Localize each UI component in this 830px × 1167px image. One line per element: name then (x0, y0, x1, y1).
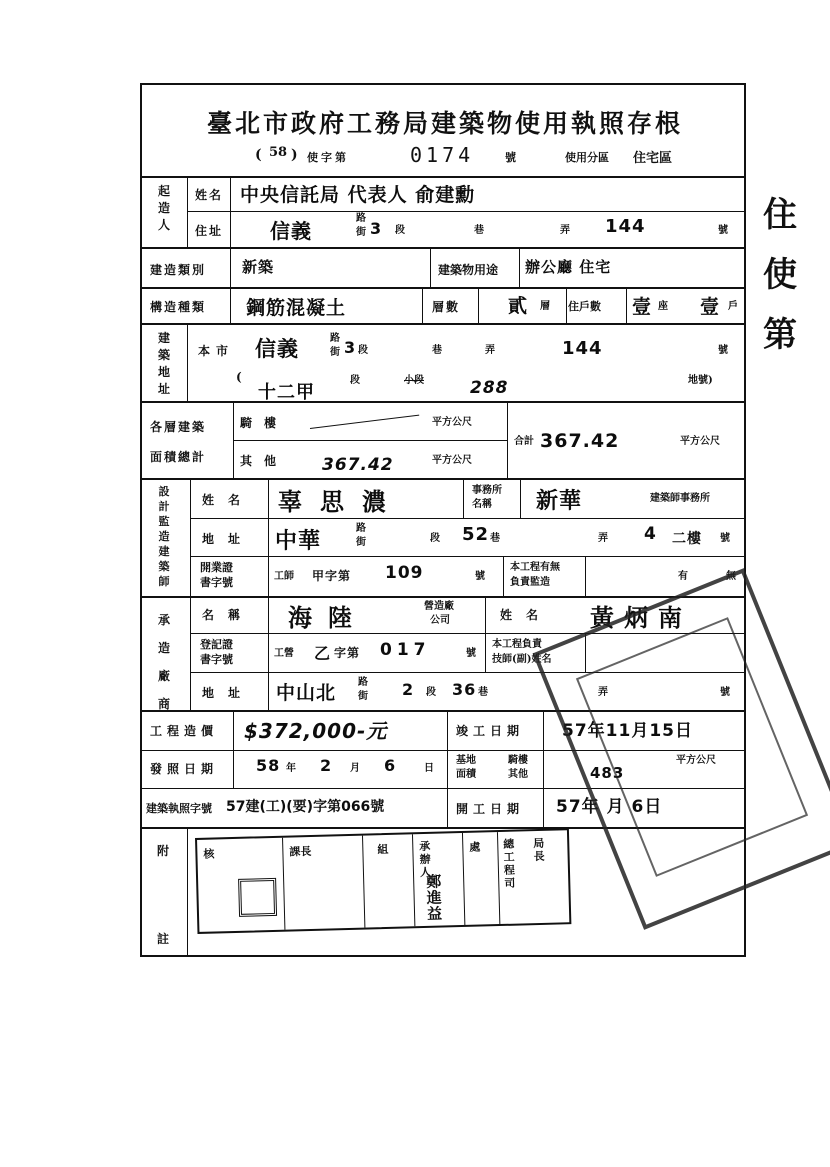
reg-suffix: 號 (466, 648, 476, 659)
permit-suffix: 號 (505, 151, 516, 164)
designer-label: 設計監造建築師 (158, 485, 170, 588)
office-value: 新華 (536, 489, 583, 514)
rule (187, 211, 746, 212)
contractor-person-label: 姓名 (500, 608, 553, 622)
cert-label2: 書字號 (200, 576, 233, 589)
cert-suffix: 號 (475, 571, 485, 582)
site-alley-word: 弄 (485, 345, 495, 356)
contractor-name-value: 海陸 (288, 604, 368, 632)
site-city: 本市 (198, 344, 235, 358)
strip-divider (362, 836, 365, 928)
divider (507, 401, 508, 480)
divider (230, 176, 231, 325)
site-number: 144 (562, 338, 603, 359)
divider (233, 401, 234, 480)
cert-word: 甲字第 (312, 569, 352, 583)
start-value: 57年 月 6日 (556, 797, 663, 817)
issue-month-word: 月 (350, 763, 360, 774)
site-hao-word: 號 (718, 345, 728, 356)
divider (463, 478, 464, 519)
site-lot-subsection: 小段 (404, 375, 424, 386)
applicant-alley-word: 弄 (560, 225, 570, 236)
signature: 鄭進益 (425, 872, 443, 923)
super-value: 有 (678, 571, 688, 582)
base-label1: 基地 (456, 755, 476, 766)
site-street-word: 街 (330, 347, 340, 358)
applicant-label: 起造人 (157, 184, 170, 232)
applicant-hao-word: 號 (718, 225, 728, 236)
approval-strip (195, 828, 571, 934)
divider (447, 710, 448, 829)
divider (187, 176, 188, 247)
designer-section-word: 段 (430, 533, 440, 544)
category-label: 建造類別 (150, 263, 207, 277)
designer-number: 4 (644, 524, 657, 544)
cost-label: 工程造價 (150, 724, 219, 738)
permit-number: 0174 (410, 143, 475, 167)
issue-day: 6 (384, 756, 397, 775)
contractor-alley-word: 弄 (598, 687, 608, 698)
complete-label: 竣工日期 (456, 724, 525, 738)
floors-value: 貳 (508, 295, 529, 317)
site-lot-paren: ( (236, 370, 244, 384)
super-label1: 本工程有無 (510, 562, 560, 573)
base-arcade: 騎樓 (508, 755, 528, 766)
divider (422, 287, 423, 325)
contractor-street-word: 街 (358, 691, 368, 702)
arcade-label: 騎樓 (240, 416, 289, 430)
households-value2: 壹 (700, 296, 721, 318)
designer-lane-word: 巷 (490, 533, 500, 544)
applicant-road-word: 路 (356, 213, 366, 224)
contractor-section-no: 2 (402, 680, 415, 699)
super-suffix: 無 (726, 571, 736, 582)
site-section-word: 段 (358, 345, 368, 356)
rule (140, 478, 746, 480)
base-other: 其他 (508, 769, 528, 780)
cert-label1: 開業證 (200, 561, 233, 574)
applicant-number: 144 (605, 216, 646, 237)
floors-unit: 層 (540, 301, 550, 312)
tech-label2: 技師(副)姓名 (492, 654, 552, 665)
notes-label-bottom: 註 (157, 932, 172, 946)
total-value: 367.42 (540, 430, 620, 452)
issue-day-word: 日 (424, 763, 434, 774)
structure-label: 構造種類 (150, 300, 207, 314)
contractor-type-word2: 公司 (430, 615, 450, 626)
reg-class: 乙 (314, 644, 332, 663)
base-unit: 平方公尺 (676, 755, 716, 766)
stamp-col4: 承辦人 (419, 839, 432, 880)
permit-year: 58 (269, 145, 288, 160)
site-lot-no: 288 (470, 378, 509, 398)
contractor-section-word: 段 (426, 687, 436, 698)
rule (233, 440, 507, 441)
contractor-road-word: 路 (358, 677, 368, 688)
use-value: 辦公廳 住宅 (525, 258, 612, 276)
floors-label: 層數 (432, 300, 461, 314)
paren-right: ) (291, 147, 298, 163)
contractor-addr-road: 中山北 (276, 682, 337, 704)
stamp-col3: 組 (377, 842, 389, 857)
category-value: 新築 (242, 258, 275, 276)
others-label: 其他 (240, 454, 289, 468)
issue-month: 2 (320, 756, 333, 775)
cert-prefix: 工師 (274, 571, 294, 582)
designer-addr-road: 中華 (275, 529, 322, 554)
start-label: 開工日期 (456, 802, 525, 816)
stamp-col2: 課長 (289, 844, 312, 859)
designer-name-label: 姓名 (202, 493, 255, 507)
households-label: 住戶數 (568, 300, 601, 313)
applicant-addr-label: 住址 (195, 224, 224, 238)
office-label2: 名稱 (472, 499, 492, 510)
strip-divider (497, 832, 500, 924)
contractor-addr-label: 地址 (202, 686, 255, 700)
contractor-person-value: 黃炳南 (590, 604, 692, 632)
paren-left: ( (255, 147, 262, 163)
households-unit2: 戶 (728, 301, 738, 312)
applicant-section-no: 3 (370, 219, 383, 238)
designer-street-word: 街 (356, 537, 366, 548)
divider (485, 596, 486, 673)
reg-prefix: 工營 (274, 648, 294, 659)
cert-no: 109 (385, 563, 424, 583)
contractor-lane-no: 36 (452, 680, 477, 699)
zone-value: 住宅區 (633, 151, 673, 166)
site-lot-area: 十二甲 (258, 382, 315, 403)
others-unit: 平方公尺 (432, 455, 472, 466)
complete-value: 57年11月15日 (562, 721, 693, 741)
designer-lane-no: 52 (462, 524, 490, 545)
permit-value: 57建(工)(要)字第066號 (226, 799, 385, 815)
total-unit: 平方公尺 (680, 436, 720, 447)
stamp-col1: 核 (203, 847, 215, 861)
divider (543, 710, 544, 829)
reg-label1: 登記證 (200, 638, 233, 651)
site-road: 信義 (255, 337, 299, 361)
reg-word: 字第 (334, 646, 361, 660)
applicant-section-word: 段 (395, 225, 405, 236)
side-text: 住使第 (763, 195, 797, 355)
designer-addr-label: 地址 (202, 532, 255, 546)
site-lane-word: 巷 (432, 345, 442, 356)
divider (187, 323, 188, 403)
issue-year-word: 年 (286, 763, 296, 774)
applicant-name-value: 中央信託局 代表人 俞建勳 (240, 184, 476, 206)
strip-divider (462, 833, 465, 925)
designer-floor: 二樓 (672, 531, 702, 547)
applicant-street-word: 街 (356, 227, 366, 238)
designer-alley-word: 弄 (598, 533, 608, 544)
divider (626, 287, 627, 325)
site-road-word: 路 (330, 333, 340, 344)
designer-name-value: 辜思濃 (278, 488, 404, 516)
contractor-type-word1: 營造廠 (424, 601, 454, 612)
applicant-lane-word: 巷 (474, 225, 484, 236)
divider (585, 556, 586, 596)
office-suffix: 建築師事務所 (650, 493, 710, 504)
strip-divider (412, 834, 415, 926)
others-value: 367.42 (322, 455, 394, 475)
tech-label1: 本工程負責 (492, 639, 542, 650)
divider (520, 478, 521, 519)
use-label: 建築物用途 (438, 263, 499, 277)
site-section-no: 3 (344, 338, 357, 357)
divider (190, 478, 191, 712)
site-label: 建築地址 (157, 331, 170, 396)
office-label1: 事務所 (472, 485, 502, 496)
square-seal (238, 878, 277, 917)
issue-year: 58 (256, 756, 281, 775)
permit-label: 建築執照字號 (146, 802, 212, 815)
divider (566, 287, 567, 325)
contractor-name-label: 名稱 (202, 608, 255, 622)
designer-road-word: 路 (356, 523, 366, 534)
divider (503, 556, 504, 596)
notes-label-top: 附 (157, 844, 172, 858)
applicant-name-label: 姓名 (195, 188, 224, 202)
base-label2: 面積 (456, 769, 476, 780)
document-title: 臺北市政府工務局建築物使用執照存根 (206, 109, 683, 138)
applicant-addr-road: 信義 (270, 219, 312, 243)
households-unit1: 座 (658, 301, 668, 312)
rule (190, 518, 746, 519)
site-lot-section-word: 段 (350, 375, 360, 386)
contractor-label: 承造廠商 (157, 613, 170, 711)
area-label2: 面積總計 (150, 450, 207, 464)
contractor-hao-word: 號 (720, 687, 730, 698)
reg-label2: 書字號 (200, 653, 233, 666)
super-label2: 負責監造 (510, 577, 550, 588)
site-lot-no-word: 地號) (688, 375, 713, 386)
area-label1: 各層建築 (150, 420, 207, 434)
divider (187, 827, 188, 957)
divider (268, 478, 269, 712)
divider (233, 710, 234, 789)
divider (430, 247, 431, 289)
permit-prefix: 使字第 (307, 151, 349, 164)
stamp-col7: 局長 (533, 836, 545, 864)
strip-divider (282, 838, 285, 930)
households-value: 壹 (632, 296, 653, 318)
issue-label: 發照日期 (150, 762, 219, 776)
structure-value: 鋼筋混凝土 (246, 297, 347, 319)
divider (519, 247, 520, 289)
stamp-col6: 總工程司 (503, 837, 516, 890)
stamp-col5: 處 (469, 840, 481, 854)
contractor-lane-word: 巷 (478, 687, 488, 698)
arcade-unit: 平方公尺 (432, 417, 472, 428)
total-label: 合計 (514, 436, 534, 447)
rule (140, 401, 746, 403)
designer-hao-word: 號 (720, 533, 730, 544)
zone-label: 使用分區 (565, 151, 609, 164)
rule (190, 556, 746, 557)
cost-value: $372,000-元 (244, 719, 388, 743)
reg-no: 017 (380, 640, 431, 660)
base-value: 483 (590, 764, 625, 782)
divider (478, 287, 479, 325)
